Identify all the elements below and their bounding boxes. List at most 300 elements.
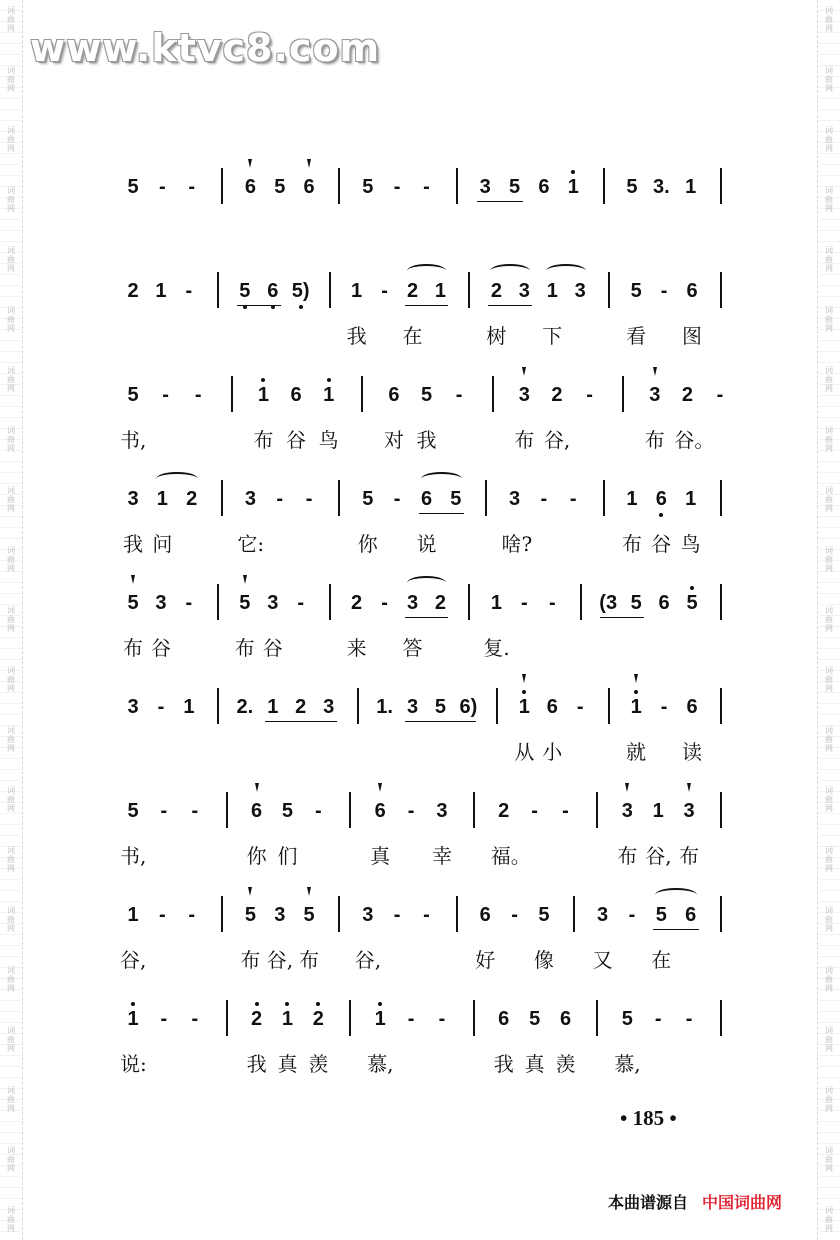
note-symbol: - (511, 904, 518, 926)
note-symbol: 5 (244, 904, 256, 926)
note-symbol: 3 (508, 488, 521, 510)
note-symbol: - (276, 488, 284, 510)
side-watermark-text: 词 曲 网 (7, 786, 15, 813)
note (387, 176, 407, 198)
note (185, 800, 205, 822)
note (182, 488, 202, 510)
lyric-syllable: 谷, (645, 844, 672, 868)
note (598, 592, 618, 614)
note (514, 696, 534, 718)
lyric-syllable: 像 (533, 948, 554, 972)
note-symbol: - (685, 1008, 693, 1030)
note (123, 904, 143, 926)
note-symbol: 2 (498, 800, 510, 822)
note (151, 280, 171, 302)
beam-underline (477, 201, 522, 202)
note (417, 384, 437, 406)
lyric-syllable: 慕, (367, 1052, 394, 1076)
note-symbol: - (160, 1008, 168, 1030)
note-symbol: 6 (374, 800, 386, 822)
side-watermark-text: 词 曲 网 (825, 246, 833, 273)
note-symbol: - (305, 488, 313, 510)
note-symbol: 2 (312, 1008, 324, 1030)
note-symbol: 1 (652, 800, 664, 822)
note (151, 696, 171, 718)
note-symbol: 1 (685, 176, 697, 198)
bar-line (226, 1000, 228, 1036)
note (403, 696, 423, 718)
note-symbol: 1 (490, 592, 502, 614)
score-row (0, 1000, 840, 1120)
note (430, 280, 450, 302)
note-symbol: 3 (267, 592, 279, 614)
note-symbol: 6) (459, 696, 478, 718)
note-symbol: 5 (626, 176, 638, 198)
note-symbol: - (423, 904, 430, 926)
lyric-syllable: 看 (626, 324, 647, 348)
side-watermark-text: 词 曲 网 (825, 1206, 833, 1233)
note (626, 592, 646, 614)
note (417, 176, 437, 198)
note (123, 1008, 143, 1030)
note (247, 1008, 267, 1030)
bar-line (608, 688, 610, 724)
note-symbol: 5 (362, 488, 374, 510)
side-watermark-text: 词 曲 网 (825, 786, 833, 813)
note-symbol: 5 (630, 592, 642, 614)
note-symbol: 1 (127, 1008, 139, 1030)
note-symbol: - (423, 176, 430, 198)
note-symbol: 1 (267, 696, 279, 718)
note-symbol: 3 (649, 384, 661, 406)
score-row (0, 272, 840, 392)
note (514, 280, 534, 302)
side-watermark-text: 词 曲 网 (825, 186, 833, 213)
note (505, 176, 525, 198)
note-symbol: 3 (406, 592, 419, 614)
bar-line (622, 376, 624, 412)
lyric-syllable: 布 (299, 948, 320, 972)
note-symbol: 3 (406, 696, 419, 718)
lyric-syllable: 你 (246, 844, 267, 868)
note (277, 1008, 297, 1030)
lyric-syllable: 谷。 (674, 428, 715, 452)
side-watermark-text: 词 曲 网 (7, 666, 15, 693)
lyric-syllable: 它: (237, 532, 265, 556)
octave-dot-above (131, 1002, 135, 1006)
lyric-syllable: 鸟 (318, 428, 339, 452)
note-symbol: 1 (257, 384, 269, 406)
lyric-syllable: 谷 (150, 636, 171, 660)
octave-dot-above (285, 1002, 289, 1006)
note (570, 280, 590, 302)
accent-mark (522, 674, 526, 683)
accent-mark (378, 783, 382, 792)
lyric-syllable: 说: (120, 1052, 147, 1076)
note-symbol: - (191, 1008, 199, 1030)
side-watermark-text: 词 曲 网 (7, 306, 15, 333)
note (505, 488, 525, 510)
bar-line (329, 272, 331, 308)
note (432, 800, 452, 822)
side-watermark-text: 词 曲 网 (7, 66, 15, 93)
note (542, 280, 562, 302)
note-symbol: - (562, 800, 569, 822)
note (123, 488, 143, 510)
note (291, 696, 311, 718)
score-row (0, 792, 840, 912)
note-symbol: - (297, 592, 305, 614)
note-symbol: 3 (518, 384, 530, 406)
note-symbol: 3 (436, 800, 448, 822)
note (152, 176, 172, 198)
bar-line (338, 896, 340, 932)
note (123, 696, 143, 718)
note (593, 904, 613, 926)
bar-line (468, 584, 470, 620)
note (384, 384, 404, 406)
side-watermark-text: 词 曲 网 (825, 846, 833, 873)
note-symbol: 3 (479, 176, 491, 198)
lyric-syllable: 布 (123, 636, 143, 660)
note (235, 280, 255, 302)
note-symbol: 5 (127, 800, 139, 822)
note-symbol: - (160, 800, 168, 822)
beam-underline (488, 305, 532, 306)
note-symbol: 2 (490, 280, 502, 302)
note-symbol: - (381, 280, 388, 302)
octave-dot-above (522, 690, 526, 694)
lyric-syllable: 答 (402, 636, 423, 660)
note (375, 696, 395, 718)
note (446, 488, 466, 510)
side-watermark-text: 词 曲 网 (825, 666, 833, 693)
note (370, 800, 390, 822)
octave-dot-above (378, 1002, 382, 1006)
note-symbol: - (576, 696, 584, 718)
note (123, 176, 143, 198)
note-symbol: 1 (156, 488, 168, 510)
side-watermark-text: 词 曲 网 (7, 1086, 15, 1113)
note-symbol: 5 (274, 176, 286, 198)
note (123, 800, 143, 822)
note (622, 488, 642, 510)
side-watermark-text: 词 曲 网 (7, 846, 15, 873)
note-symbol: 2. (236, 696, 254, 718)
note (358, 176, 378, 198)
bar-line (349, 1000, 351, 1036)
note (626, 280, 646, 302)
note-symbol: 5 (621, 1008, 633, 1030)
side-watermark-text: 词 曲 网 (7, 426, 15, 453)
note (645, 384, 665, 406)
note-symbol: 5 (362, 176, 374, 198)
note-symbol: 1. (376, 696, 393, 718)
side-watermark-text: 词 曲 网 (825, 726, 833, 753)
score-row (0, 376, 840, 496)
note-symbol: 1 (374, 1008, 386, 1030)
note-symbol: 5 (127, 384, 139, 406)
beam-underline (265, 721, 337, 722)
note (308, 1008, 328, 1030)
note-symbol: 3 (518, 280, 530, 302)
lyric-syllable: 布 (621, 532, 642, 556)
bar-line (221, 168, 223, 204)
octave-dot-above (261, 378, 265, 382)
lyric-syllable: 鸟 (680, 532, 701, 556)
note (682, 696, 702, 718)
bar-line (580, 584, 582, 620)
note (235, 696, 255, 718)
note (299, 176, 319, 198)
side-watermark-text: 词 曲 网 (825, 426, 833, 453)
bar-line (221, 896, 223, 932)
note (240, 904, 260, 926)
side-watermark-text: 词 曲 网 (7, 246, 15, 273)
slur-arc (421, 472, 462, 486)
note (152, 488, 172, 510)
octave-dot-above (634, 690, 638, 694)
note-symbol: 6 (290, 384, 302, 406)
note-symbol: 1 (351, 280, 363, 302)
note (401, 800, 421, 822)
note (154, 1008, 174, 1030)
side-watermark-text: 词 曲 网 (825, 1026, 833, 1053)
note-symbol: - (194, 384, 202, 406)
note-symbol: 3 (362, 904, 374, 926)
bar-line (338, 168, 340, 204)
side-watermark-text: 词 曲 网 (825, 906, 833, 933)
note-symbol: 6 (498, 1008, 510, 1030)
bar-line (603, 480, 605, 516)
side-watermark-text: 词 曲 网 (7, 966, 15, 993)
lyric-syllable: 在 (402, 324, 423, 348)
bar-line (596, 792, 598, 828)
lyric-syllable: 从 (514, 740, 535, 764)
octave-dot-above (255, 1002, 259, 1006)
note (179, 696, 199, 718)
bar-line (473, 792, 475, 828)
bar-line (349, 792, 351, 828)
side-watermark-text: 词 曲 网 (825, 6, 833, 33)
note (403, 592, 423, 614)
note-symbol: 6 (658, 592, 670, 614)
note-symbol: 5 (127, 592, 139, 614)
note-symbol: - (716, 384, 724, 406)
note-symbol: - (162, 384, 169, 406)
note-symbol: 3 (274, 904, 286, 926)
note (308, 800, 328, 822)
octave-dot-below (299, 305, 303, 309)
bar-line (456, 168, 458, 204)
note (403, 280, 423, 302)
beam-underline (405, 305, 449, 306)
lyric-syllable: 图 (682, 324, 703, 348)
note-symbol: 3 (155, 592, 167, 614)
lyric-syllable: 谷 (651, 532, 672, 556)
note (358, 488, 378, 510)
note (525, 800, 545, 822)
note (626, 696, 646, 718)
octave-dot-above (316, 1002, 320, 1006)
bar-line (338, 480, 340, 516)
note (123, 280, 143, 302)
note (286, 384, 306, 406)
side-watermark-text: 词 曲 网 (825, 486, 833, 513)
note-symbol: - (185, 280, 193, 302)
note-symbol: - (540, 488, 548, 510)
page-number: • 185 • (620, 1106, 677, 1130)
lyric-syllable: 慕, (614, 1052, 641, 1076)
note (240, 488, 260, 510)
note-symbol: - (455, 384, 463, 406)
note (542, 696, 562, 718)
note-symbol: (3 (599, 592, 618, 614)
side-watermark-text: 词 曲 网 (825, 66, 833, 93)
score-row (0, 688, 840, 808)
note-symbol: 2 (351, 592, 363, 614)
note-symbol: 2 (127, 280, 139, 302)
note (458, 696, 478, 718)
note (556, 1008, 576, 1030)
lyric-syllable: 羡 (308, 1052, 329, 1076)
note-symbol: 1 (630, 696, 642, 718)
lyric-syllable: 布 (514, 428, 535, 452)
note (247, 800, 267, 822)
note (235, 592, 255, 614)
lyric-syllable: 在 (651, 948, 672, 972)
source-label: 本曲谱源自 (608, 1193, 689, 1212)
note-symbol: 6 (388, 384, 400, 406)
note (648, 800, 668, 822)
note (534, 904, 554, 926)
lyric-syllable: 谷 (286, 428, 307, 452)
side-watermark-text: 词 曲 网 (7, 1146, 15, 1173)
note (622, 176, 642, 198)
note (347, 592, 367, 614)
note-symbol: 1 (183, 696, 195, 718)
lyric-syllable: 对 (383, 428, 404, 452)
site-watermark: www.ktvc8.com (30, 26, 381, 70)
side-watermark-text: 词 曲 网 (825, 1086, 833, 1113)
note-symbol: 1 (323, 384, 335, 406)
side-watermark-text: 词 曲 网 (7, 186, 15, 213)
lyric-syllable: 布 (679, 844, 700, 868)
note (123, 384, 143, 406)
lyric-syllable: 书, (120, 428, 147, 452)
note-symbol: - (315, 800, 322, 822)
note-symbol: 2 (186, 488, 198, 510)
note (570, 696, 590, 718)
side-watermark-text: 词 曲 网 (825, 366, 833, 393)
note (486, 592, 506, 614)
lyric-syllable: 读 (682, 740, 703, 764)
note (270, 488, 290, 510)
side-watermark-text: 词 曲 网 (7, 366, 15, 393)
octave-dot-above (690, 586, 694, 590)
note (651, 904, 671, 926)
note-symbol: - (159, 904, 166, 926)
accent-mark (307, 887, 311, 896)
lyric-syllable: 羡 (555, 1052, 576, 1076)
note (319, 696, 339, 718)
bar-line (720, 896, 722, 932)
lyric-syllable: 来 (346, 636, 367, 660)
note (299, 488, 319, 510)
accent-mark (625, 783, 629, 792)
lyric-syllable: 树 (486, 324, 507, 348)
note (417, 488, 437, 510)
note (648, 1008, 668, 1030)
note-symbol: 6 (479, 904, 491, 926)
note (682, 592, 702, 614)
bar-line (329, 584, 331, 620)
slur-arc (490, 264, 530, 278)
note (563, 176, 583, 198)
lyric-syllable: 布 (240, 948, 261, 972)
note-symbol: - (531, 800, 538, 822)
note (681, 176, 701, 198)
score-row (0, 584, 840, 704)
bar-line (217, 688, 219, 724)
note (358, 904, 378, 926)
note-symbol: - (393, 176, 401, 198)
note-symbol: 5) (291, 280, 310, 302)
note (563, 488, 583, 510)
note (277, 800, 297, 822)
note-symbol: 1 (434, 280, 447, 302)
note-symbol: - (660, 280, 668, 302)
note (617, 1008, 637, 1030)
note-symbol: 6 (546, 696, 558, 718)
bar-line (485, 480, 487, 516)
beam-underline (405, 617, 449, 618)
note (432, 1008, 452, 1030)
beam-underline (405, 721, 477, 722)
lyric-syllable: 好 (475, 948, 496, 972)
lyric-syllable: 谷, (120, 948, 147, 972)
note-symbol: 6 (686, 696, 698, 718)
note (710, 384, 730, 406)
bar-line (231, 376, 233, 412)
lyric-syllable: 真 (524, 1052, 545, 1076)
side-watermark-text: 词 曲 网 (825, 546, 833, 573)
note-symbol: 3 (574, 280, 586, 302)
bar-line (608, 272, 610, 308)
note (654, 592, 674, 614)
note-symbol: 5 (508, 176, 521, 198)
note (151, 592, 171, 614)
note (475, 904, 495, 926)
bar-line (496, 688, 498, 724)
note (401, 1008, 421, 1030)
note-symbol: 6 (420, 488, 433, 510)
note-symbol: 6 (559, 1008, 572, 1030)
note-symbol: - (628, 904, 636, 926)
note-symbol: 5 (686, 592, 698, 614)
note (534, 488, 554, 510)
note-symbol: 6 (655, 488, 667, 510)
accent-mark (653, 367, 657, 376)
slur-arc (655, 888, 696, 902)
lyric-syllable: 就 (626, 740, 647, 764)
octave-dot-above (571, 170, 575, 174)
slur-arc (546, 264, 586, 278)
note-symbol: - (393, 488, 401, 510)
bar-line (603, 168, 605, 204)
source-credit (608, 1190, 782, 1213)
note (291, 280, 311, 302)
